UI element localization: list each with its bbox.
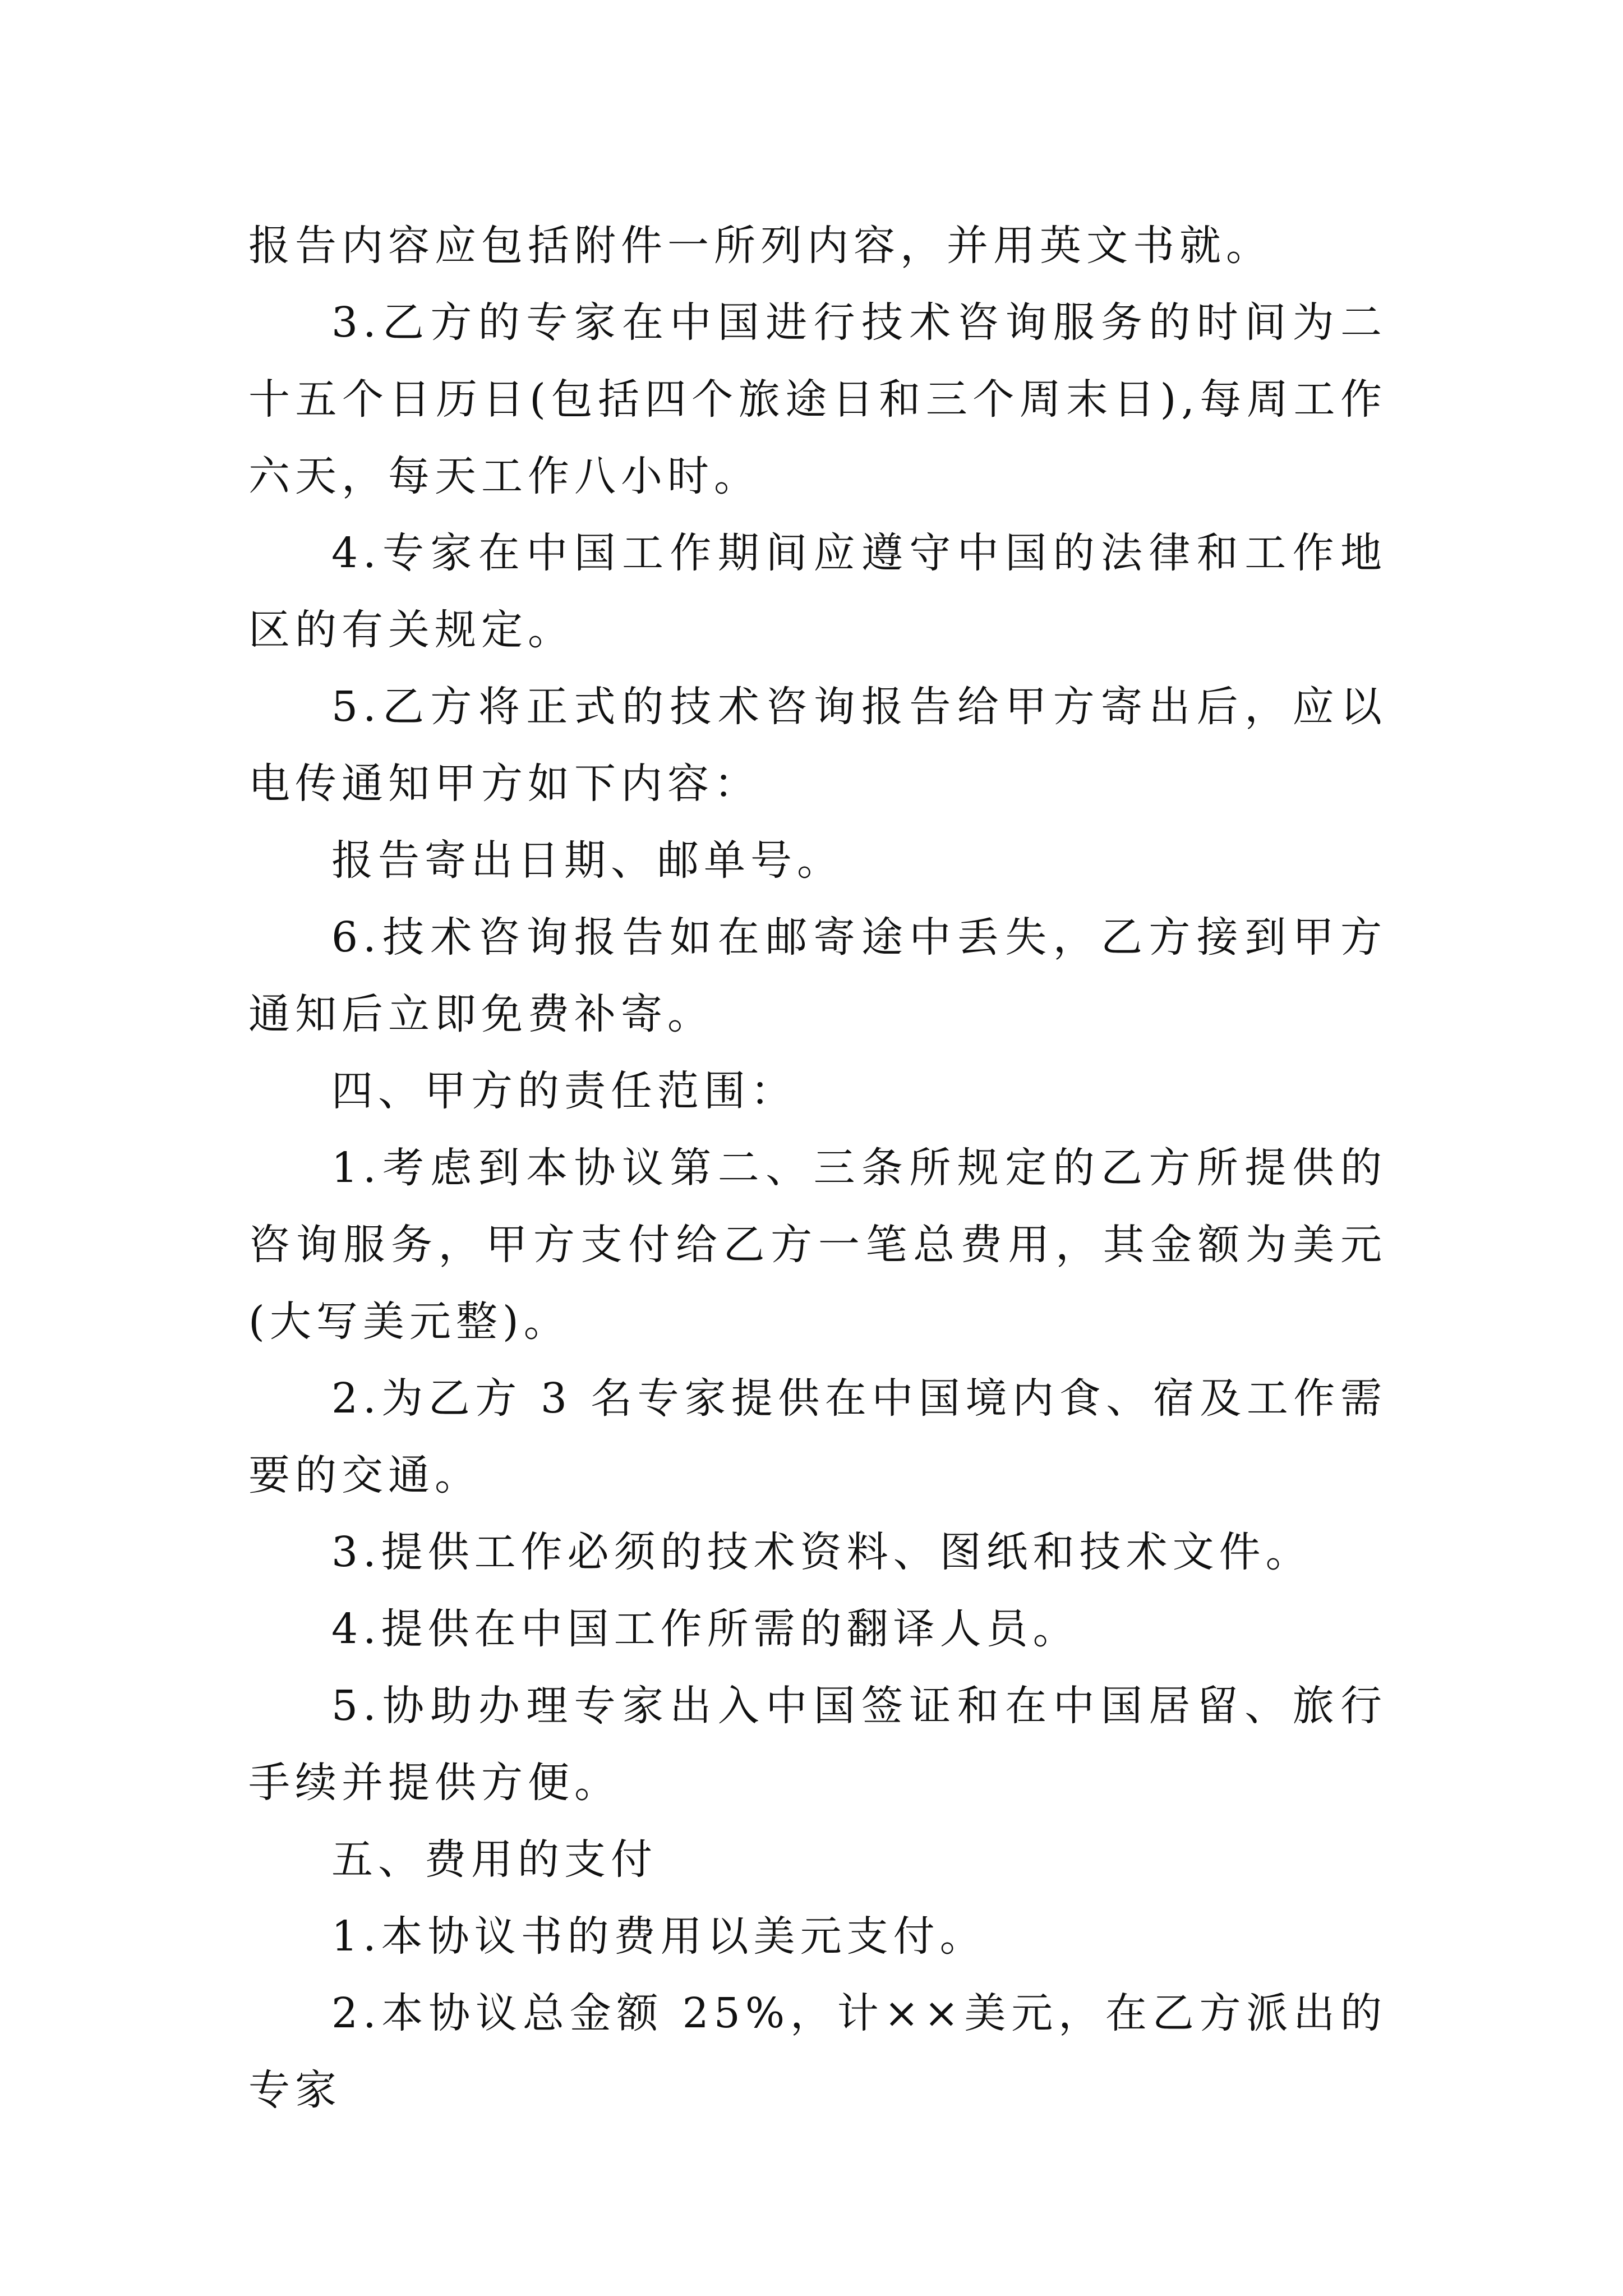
- clause-3-consulting-period: 3.乙方的专家在中国进行技术咨询服务的时间为二十五个日历日(包括四个旅途日和三个周末日),每周工作六天，每天工作八小时。: [248, 298, 1387, 500]
- clause-2-board-lodging: 2.为乙方 3 名专家提供在中国境内食、宿及工作需要的交通。: [248, 1374, 1387, 1499]
- paragraph-mailing-info: 报告寄出日期、邮单号。: [331, 836, 843, 885]
- clause-1-currency: 1.本协议书的费用以美元支付。: [331, 1912, 986, 1961]
- document-page: [248, 208, 1387, 2129]
- clause-4-translators: 4.提供在中国工作所需的翻译人员。: [331, 1605, 1080, 1653]
- clause-2-installment: 2.本协议总金额 25%，计××美元，在乙方派出的专家: [248, 1989, 1387, 2114]
- clause-1-total-fee: 1.考虑到本协议第二、三条所规定的乙方所提供的咨询服务，甲方支付给乙方一笔总费用，其金额为美元(大写美元整)。: [248, 1144, 1387, 1346]
- clause-4-obey-laws: 4.专家在中国工作期间应遵守中国的法律和工作地区的有关规定。: [248, 529, 1387, 654]
- clause-3-technical-materials: 3.提供工作必须的技术资料、图纸和技术文件。: [331, 1528, 1312, 1576]
- clause-5-telex-notice: 5.乙方将正式的技术咨询报告给甲方寄出后，应以电传通知甲方如下内容：: [248, 683, 1387, 808]
- paragraph-report-content: 报告内容应包括附件一所列内容，并用英文书就。: [248, 222, 1272, 270]
- clause-5-visa-assistance: 5.协助办理专家出入中国签证和在中国居留、旅行手续并提供方便。: [248, 1682, 1387, 1807]
- section-heading-payment: 五、费用的支付: [331, 1835, 657, 1884]
- clause-6-lost-report: 6.技术咨询报告如在邮寄途中丢失，乙方接到甲方通知后立即免费补寄。: [248, 913, 1387, 1038]
- section-heading-party-a-responsibility: 四、甲方的责任范围：: [331, 1067, 797, 1115]
